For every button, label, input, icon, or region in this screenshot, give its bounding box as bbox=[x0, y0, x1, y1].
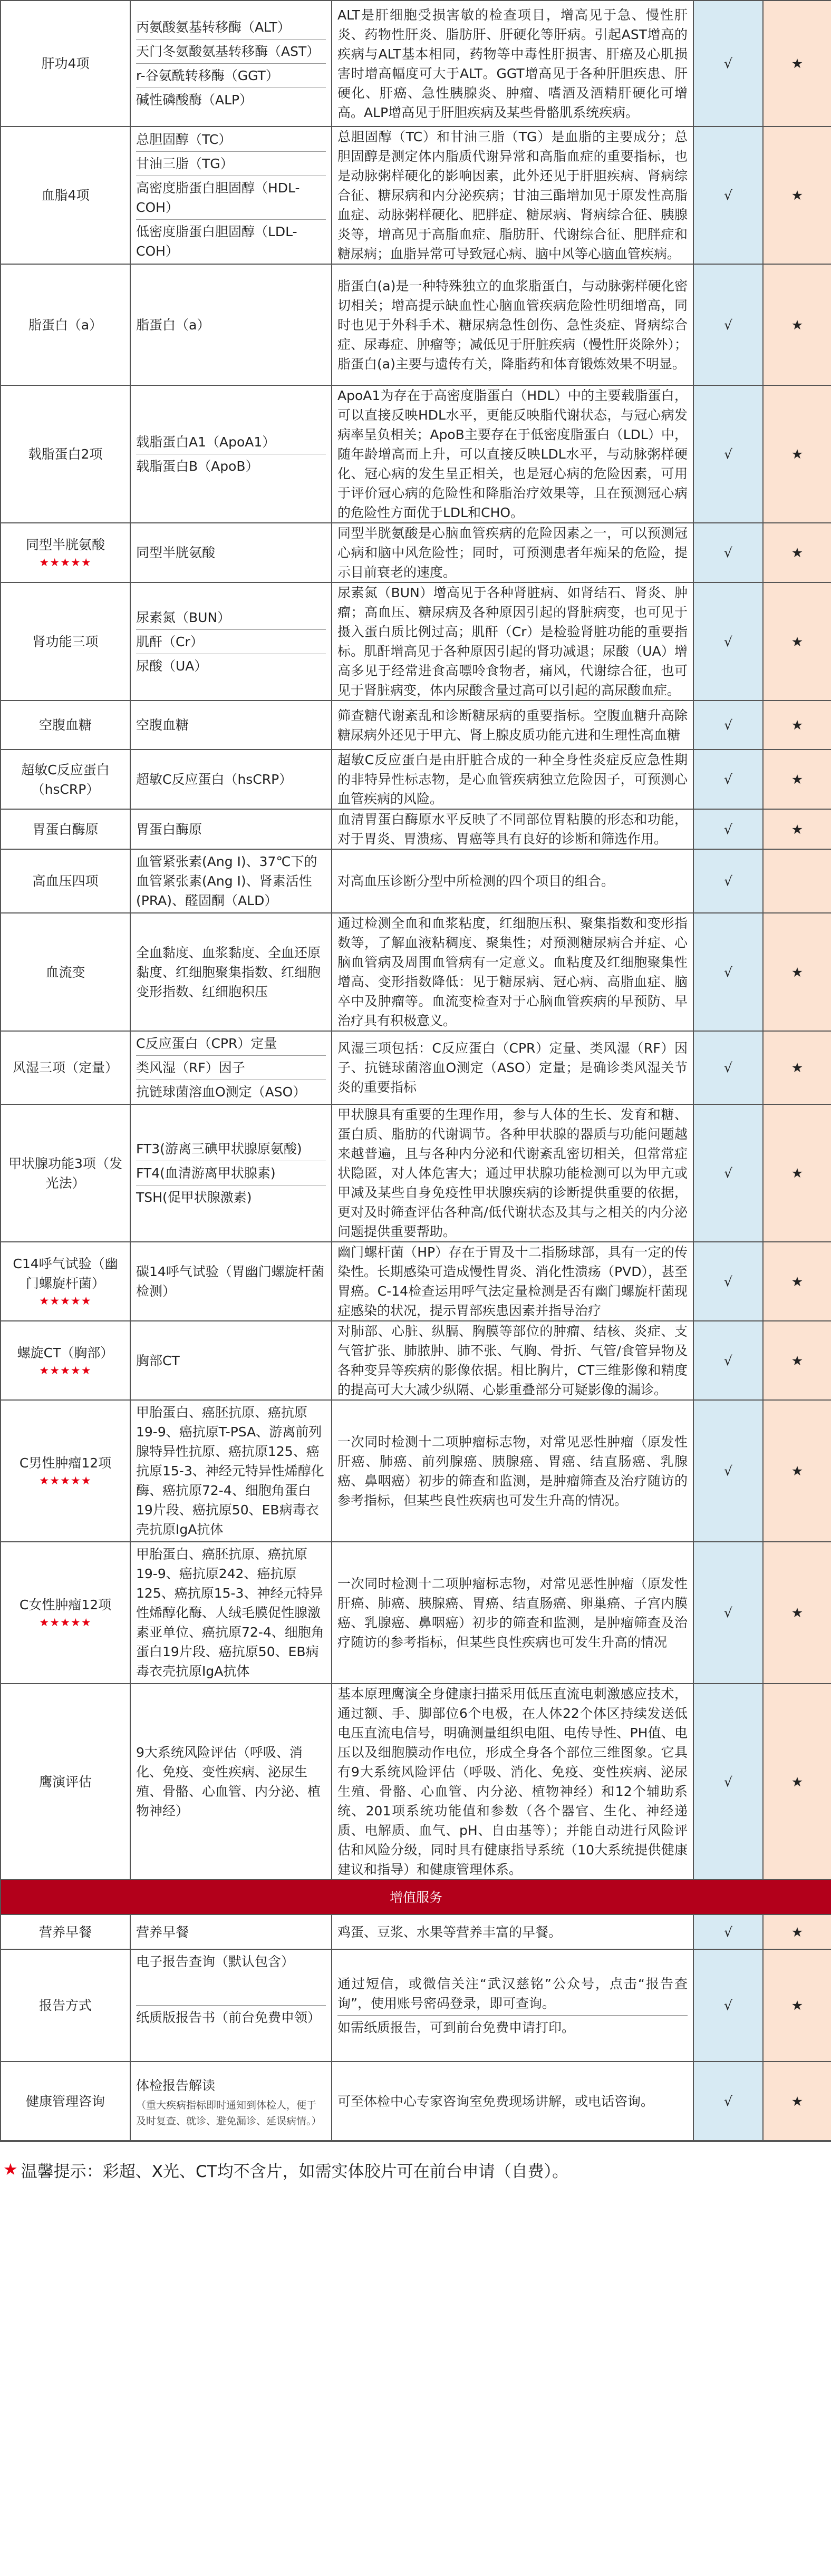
description-cell bbox=[332, 849, 693, 913]
sub-item: 营养早餐 bbox=[136, 1924, 189, 1940]
item-name-cell bbox=[1, 1949, 130, 2062]
description-text: ApoA1为存在于高密度脂蛋白（HDL）中的主要载脂蛋白，可以直接反映HDL水平，更能反映脂代谢状态，与冠心病发病率呈负相关；ApoB主要存在于低密度脂蛋白（LDL）中，随年龄增高而上升，可以直接反映LDL水平，与动脉粥样硬化、冠心病的发生呈正相关，也是冠心病的危险因素，可用于评价冠心病的危险性和降脂治疗效果等，且在预测冠心病的危险性方面优于LDL和CHO。 bbox=[337, 388, 688, 520]
sub-item: C反应蛋白（CPR）定量 bbox=[136, 1036, 277, 1051]
sub-item: 全血黏度、血浆黏度、全血还原黏度、红细胞聚集指数、红细胞变形指数、红细胞积压 bbox=[136, 945, 321, 999]
item-name: 血流变 bbox=[45, 964, 85, 980]
included-check: √ bbox=[693, 385, 763, 523]
description-cell bbox=[332, 1914, 693, 1949]
item-name: 高血压四项 bbox=[32, 873, 99, 889]
description-cell bbox=[332, 1949, 693, 2062]
sub-items-cell bbox=[130, 1, 332, 127]
table-row bbox=[1, 1, 831, 127]
table-row bbox=[1, 1031, 831, 1104]
included-check: √ bbox=[693, 264, 763, 385]
description-cell bbox=[332, 1684, 693, 1880]
description-part: 通过短信，或微信关注“武汉慈铭”公众号，点击“报告查询”，使用账号密码登录，即可查询。 bbox=[337, 1976, 688, 2011]
item-name: 肝功4项 bbox=[41, 56, 90, 71]
table-row bbox=[1, 849, 831, 913]
item-name: 肾功能三项 bbox=[32, 634, 99, 649]
item-name-cell bbox=[1, 1542, 130, 1684]
item-name-cell bbox=[1, 913, 130, 1031]
recommend-star: ★ bbox=[763, 1, 831, 127]
included-check: √ bbox=[693, 701, 763, 750]
description-text: 一次同时检测十二项肿瘤标志物，对常见恶性肿瘤（原发性肝癌、肺癌、前列腺癌、胰腺癌、胃癌、结直肠癌、乳腺癌、鼻咽癌）初步的筛查和监测，是肿瘤筛查及治疗随访的参考指标，但某些良性疾病也可发生升高的情况。 bbox=[337, 1434, 688, 1508]
recommend-star bbox=[763, 849, 831, 913]
sub-item: 超敏C反应蛋白（hsCRP） bbox=[136, 772, 293, 787]
recommend-star: ★ bbox=[763, 1242, 831, 1321]
description-cell bbox=[332, 385, 693, 523]
sub-items-cell bbox=[130, 1949, 332, 2062]
footer-note bbox=[0, 2141, 831, 2197]
description-cell bbox=[332, 1, 693, 127]
description-cell bbox=[332, 913, 693, 1031]
item-name-cell bbox=[1, 385, 130, 523]
sub-items-cell bbox=[130, 1914, 332, 1949]
table-row bbox=[1, 1321, 831, 1400]
sub-item: 载脂蛋白A1（ApoA1） bbox=[136, 434, 276, 450]
description-cell bbox=[332, 2062, 693, 2141]
item-name-cell bbox=[1, 750, 130, 809]
item-name-cell bbox=[1, 127, 130, 264]
description-cell bbox=[332, 701, 693, 750]
description-text: 尿素氮（BUN）增高见于各种肾脏病、如肾结石、肾炎、肿瘤；高血压、糖尿病及各种原因引起的肾脏病变，也可见于摄入蛋白质比例过高；肌酐（Cr）是检验肾脏功能的重要指标。肌酐增高见于各种原因引起的肾功减退；尿酸（UA）增高多见于经常进食高嘌呤食物者，痛风，代谢综合征，也可见于肾脏病变，体内尿酸含量过高可以引起的高尿酸血症。 bbox=[337, 585, 688, 698]
sub-items-cell bbox=[130, 264, 332, 385]
item-name-cell bbox=[1, 1031, 130, 1104]
item-name-cell bbox=[1, 1104, 130, 1242]
item-name: 健康管理咨询 bbox=[25, 2093, 105, 2109]
description-cell bbox=[332, 1400, 693, 1542]
item-name: 鹰演评估 bbox=[38, 1774, 92, 1790]
table-row bbox=[1, 750, 831, 809]
sub-item: 纸质版报告书（前台免费申领） bbox=[136, 2005, 326, 2061]
sub-items-cell bbox=[130, 1104, 332, 1242]
sub-items-cell bbox=[130, 1242, 332, 1321]
rating-stars: ★★★★★ bbox=[39, 1295, 92, 1307]
recommend-star: ★ bbox=[763, 1104, 831, 1242]
recommend-star: ★ bbox=[763, 523, 831, 582]
item-name: C14呼气试验（幽门螺旋杆菌） bbox=[13, 1256, 118, 1291]
sub-item: 抗链球菌溶血O测定（ASO） bbox=[136, 1080, 326, 1104]
table-row bbox=[1, 582, 831, 701]
sub-item: 胸部CT bbox=[136, 1353, 180, 1368]
table-row bbox=[1, 913, 831, 1031]
sub-item: 胃蛋白酶原 bbox=[136, 821, 202, 837]
item-name-cell bbox=[1, 1321, 130, 1400]
rating-stars: ★★★★★ bbox=[39, 1616, 92, 1629]
table-row bbox=[1, 1242, 831, 1321]
section-header-row bbox=[1, 1880, 831, 1914]
included-check: √ bbox=[693, 127, 763, 264]
recommend-star: ★ bbox=[763, 2062, 831, 2141]
item-name-cell bbox=[1, 2062, 130, 2141]
description-text: 鸡蛋、豆浆、水果等营养丰富的早餐。 bbox=[337, 1924, 562, 1940]
sub-items-cell bbox=[130, 1321, 332, 1400]
included-check: √ bbox=[693, 849, 763, 913]
recommend-star: ★ bbox=[763, 1321, 831, 1400]
table-row bbox=[1, 1542, 831, 1684]
table-row bbox=[1, 1684, 831, 1880]
table-row bbox=[1, 523, 831, 582]
description-text: 对高血压诊断分型中所检测的四个项目的组合。 bbox=[337, 873, 615, 889]
item-name-cell bbox=[1, 1242, 130, 1321]
item-name-cell bbox=[1, 809, 130, 849]
sub-item-note: （重大疾病指标即时通知到体检人，便于及时复查、就诊、避免漏诊、延误病情。） bbox=[136, 2099, 322, 2127]
sub-item: 碱性磷酸酶（ALP） bbox=[136, 88, 326, 112]
sub-item: 低密度脂蛋白胆固醇（LDL-COH） bbox=[136, 219, 326, 263]
recommend-star: ★ bbox=[763, 385, 831, 523]
description-text: 幽门螺杆菌（HP）存在于胃及十二指肠球部，具有一定的传染性。长期感染可造成慢性胃炎、消化性溃疡（PVD），甚至胃癌。C-14检查运用呼气法定量检测是否有幽门螺旋杆菌现症感染的状况，提示胃部疾患因素并指导治疗 bbox=[337, 1245, 688, 1318]
description-part: 如需纸质报告，可到前台免费申请打印。 bbox=[337, 2015, 688, 2039]
recommend-star: ★ bbox=[763, 1400, 831, 1542]
included-check: √ bbox=[693, 582, 763, 701]
item-name: 脂蛋白（a） bbox=[28, 317, 103, 333]
item-name: 报告方式 bbox=[38, 1998, 92, 2013]
section-header: 增值服务 bbox=[1, 1880, 831, 1914]
item-name: C男性肿瘤12项 bbox=[19, 1455, 112, 1471]
sub-items-cell bbox=[130, 385, 332, 523]
included-check: √ bbox=[693, 1542, 763, 1684]
recommend-star: ★ bbox=[763, 1914, 831, 1949]
sub-items-cell bbox=[130, 701, 332, 750]
included-check: √ bbox=[693, 1321, 763, 1400]
recommend-star: ★ bbox=[763, 913, 831, 1031]
table-row bbox=[1, 1104, 831, 1242]
sub-item: 丙氨酸氨基转移酶（ALT） bbox=[136, 20, 291, 35]
included-check: √ bbox=[693, 1684, 763, 1880]
description-text: 脂蛋白(a)是一种特殊独立的血浆脂蛋白，与动脉粥样硬化密切相关；增高提示缺血性心脑血管疾病危险性明细增高，同时也见于外科手术、糖尿病急性创伤、急性炎症、肾病综合症、尿毒症、肿瘤等；减低见于肝脏疾病（慢性肝炎除外）；脂蛋白(a)主要与遗传有关，降脂药和体育锻炼效果不明显。 bbox=[337, 278, 688, 372]
included-check: √ bbox=[693, 523, 763, 582]
included-check: √ bbox=[693, 750, 763, 809]
included-check: √ bbox=[693, 1400, 763, 1542]
sub-item: 同型半胱氨酸 bbox=[136, 545, 216, 560]
sub-item: FT4(血清游离甲状腺素) bbox=[136, 1161, 326, 1185]
table-row bbox=[1, 127, 831, 264]
sub-items-cell bbox=[130, 1542, 332, 1684]
recommend-star: ★ bbox=[763, 582, 831, 701]
description-text: 血清胃蛋白酶原水平反映了不同部位胃粘膜的形态和功能，对于胃炎、胃溃疡、胃癌等具有良好的诊断和筛选作用。 bbox=[337, 812, 688, 847]
sub-items-cell bbox=[130, 849, 332, 913]
recommend-star: ★ bbox=[763, 127, 831, 264]
description-cell bbox=[332, 750, 693, 809]
sub-item: TSH(促甲状腺激素) bbox=[136, 1185, 326, 1209]
sub-item: 电子报告查询（默认包含） bbox=[136, 1954, 295, 1969]
description-cell bbox=[332, 264, 693, 385]
sub-items-cell bbox=[130, 1684, 332, 1880]
sub-item: 高密度脂蛋白胆固醇（HDL-COH） bbox=[136, 176, 326, 219]
included-check: √ bbox=[693, 913, 763, 1031]
sub-items-cell bbox=[130, 2062, 332, 2141]
item-name-cell bbox=[1, 1, 130, 127]
sub-item: 尿素氮（BUN） bbox=[136, 609, 231, 625]
description-text: 对肺部、心脏、纵膈、胸膜等部位的肿瘤、结核、炎症、支气管扩张、肺脓肿、肺不张、气胸、骨折、气管/食管异物及各种变异等疾病的影像依据。相比胸片，CT三维影像和精度的提高可大大减少纵隔、心影重叠部分可疑影像的漏诊。 bbox=[337, 1324, 688, 1397]
description-cell bbox=[332, 809, 693, 849]
item-name: 同型半胱氨酸 bbox=[25, 537, 105, 552]
table-row bbox=[1, 1914, 831, 1949]
item-name: 螺旋CT（胸部） bbox=[17, 1345, 114, 1360]
item-name-cell bbox=[1, 582, 130, 701]
recommend-star: ★ bbox=[763, 1684, 831, 1880]
sub-items-cell bbox=[130, 1031, 332, 1104]
description-text: 同型半胱氨酸是心脑血管疾病的危险因素之一，可以预测冠心病和脑中风危险性；同时，可预测患者年痴呆的危险，提示目前衰老的速度。 bbox=[337, 526, 688, 580]
sub-items-cell bbox=[130, 582, 332, 701]
table-row bbox=[1, 385, 831, 523]
item-name-cell bbox=[1, 849, 130, 913]
sub-item: 天门冬氨酸氨基转移酶（AST） bbox=[136, 39, 326, 63]
included-check: √ bbox=[693, 1949, 763, 2062]
sub-item: 体检报告解读 bbox=[136, 2077, 216, 2093]
sub-items-cell bbox=[130, 1400, 332, 1542]
included-check: √ bbox=[693, 1242, 763, 1321]
item-name: 载脂蛋白2项 bbox=[28, 446, 103, 462]
included-check: √ bbox=[693, 2062, 763, 2141]
item-name-cell bbox=[1, 701, 130, 750]
sub-items-cell bbox=[130, 127, 332, 264]
description-cell bbox=[332, 1321, 693, 1400]
description-text: 甲状腺具有重要的生理作用，参与人体的生长、发育和糖、蛋白质、脂肪的代谢调节。各种甲状腺的器质与功能问题越来越普遍，且与各种内分泌和代谢紊乱密切相关，但常常症状隐匿，对人体危害大；通过甲状腺功能检测可以为甲亢或甲减及某些自身免疫性甲状腺疾病的诊断提供重要的依据，更对及时筛查评估各种高/低代谢状态及其与之相关的内分泌问题提供重要帮助。 bbox=[337, 1107, 688, 1239]
rating-stars: ★★★★★ bbox=[39, 1474, 92, 1487]
description-cell bbox=[332, 1542, 693, 1684]
description-text: 一次同时检测十二项肿瘤标志物，对常见恶性肿瘤（原发性肝癌、肺癌、胰腺癌、胃癌、结直肠癌、卵巢癌、子宫内膜癌、乳腺癌、鼻咽癌）初步的筛查和监测，是肿瘤筛查及治疗随访的参考指标，但某些良性疾病也可发生升高的情况 bbox=[337, 1576, 688, 1650]
sub-items-cell bbox=[130, 809, 332, 849]
description-cell bbox=[332, 1104, 693, 1242]
sub-item: 9大系统风险评估（呼吸、消化、免疫、变性疾病、泌尿生殖、骨骼、心血管、内分泌、植物神经） bbox=[136, 1745, 321, 1819]
description-cell bbox=[332, 127, 693, 264]
sub-item: 类风湿（RF）因子 bbox=[136, 1055, 326, 1080]
table-row bbox=[1, 701, 831, 750]
sub-item: FT3(游离三碘甲状腺原氨酸) bbox=[136, 1141, 302, 1156]
sub-item: 甲胎蛋白、癌胚抗原、癌抗原19-9、癌抗原T-PSA、游离前列腺特异性抗原、癌抗原125、癌抗原15-3、神经元特异性烯醇化酶、癌抗原72-4、细胞角蛋白19片段、癌抗原50、EB病毒衣壳抗原IgA抗体 bbox=[136, 1405, 324, 1537]
item-name: 风湿三项（定量） bbox=[12, 1060, 118, 1075]
recommend-star: ★ bbox=[763, 264, 831, 385]
description-cell bbox=[332, 582, 693, 701]
item-name: 超敏C反应蛋白（hsCRP） bbox=[21, 762, 110, 797]
description-text: ALT是肝细胞受损害敏的检查项目，增高见于急、慢性肝炎、药物性肝炎、脂肪肝、肝硬化等肝病。引起AST增高的疾病与ALT基本相同，药物等中毒性肝损害、肝癌及心肌损害时增高幅度可大于ALT。GGT增高见于各种肝胆疾患、肝硬化、肝癌、急性胰腺炎、肿瘤、嗜酒及酒精肝硬化可增高。ALP增高见于肝胆疾病及某些骨骼肌系统疾病。 bbox=[337, 7, 688, 120]
item-name-cell bbox=[1, 1400, 130, 1542]
table-row bbox=[1, 809, 831, 849]
sub-item: 碳14呼气试验（胃幽门螺旋杆菌检测） bbox=[136, 1264, 324, 1299]
sub-item: 尿酸（UA） bbox=[136, 654, 326, 678]
sub-items-cell bbox=[130, 913, 332, 1031]
item-name: C女性肿瘤12项 bbox=[19, 1597, 112, 1612]
sub-item: 总胆固醇（TC） bbox=[136, 132, 232, 147]
sub-item: 肌酐（Cr） bbox=[136, 629, 326, 654]
sub-item: 载脂蛋白B（ApoB） bbox=[136, 454, 326, 478]
sub-items-cell bbox=[130, 750, 332, 809]
included-check: √ bbox=[693, 1, 763, 127]
description-text: 可至体检中心专家咨询室免费现场讲解，或电话咨询。 bbox=[337, 2093, 654, 2109]
footer-text: 温馨提示：彩超、X光、CT均不含片，如需实体胶片可在前台申请（自费）。 bbox=[21, 2162, 569, 2181]
recommend-star: ★ bbox=[763, 701, 831, 750]
table-row bbox=[1, 1400, 831, 1542]
sub-item: 脂蛋白（a） bbox=[136, 317, 210, 333]
item-name-cell bbox=[1, 523, 130, 582]
description-text: 风湿三项包括：C反应蛋白（CPR）定量、类风湿（RF）因子、抗链球菌溶血O测定（ASO）定量；是确诊类风湿关节炎的重要指标 bbox=[337, 1041, 688, 1095]
item-name: 胃蛋白酶原 bbox=[32, 821, 99, 837]
description-text: 基本原理鹰演全身健康扫描采用低压直流电刺激感应技术，通过额、手、脚部位6个电极，在人体22个体区持续发送低电压直流电信号，明确测量组织电阻、电传导性、PH值、电压以及细胞膜动作电位，形成全身各个部位三维图象。它具有9大系统风险评估（呼吸、消化、免疫、变性疾病、泌尿生殖、骨骼、心血管、内分泌、植物神经）和12个辅助系统、201项系统功能值和参数（各个器官、生化、神经递质、电解质、血气、pH、自由基等）；并能自动进行风险评估和风险分级，同时具有健康指导系统（10大系统提供健康建议和指导）和健康管理体系。 bbox=[337, 1686, 688, 1877]
recommend-star: ★ bbox=[763, 1542, 831, 1684]
rating-stars: ★★★★★ bbox=[39, 1364, 92, 1377]
sub-items-cell bbox=[130, 523, 332, 582]
included-check: √ bbox=[693, 1104, 763, 1242]
description-text: 超敏C反应蛋白是由肝脏合成的一种全身性炎症反应急性期的非特异性标志物，是心血管疾病独立危险因子，可预测心血管疾病的风险。 bbox=[337, 752, 688, 806]
table-row bbox=[1, 2062, 831, 2141]
item-name-cell bbox=[1, 1914, 130, 1949]
sub-item: 血管紧张素(Ang Ⅰ)、37℃下的血管紧张素(Ang Ⅰ)、肾素活性(PRA)、醛固酮（ALD） bbox=[136, 854, 317, 908]
sub-item: r-谷氨酰转移酶（GGT） bbox=[136, 63, 326, 88]
table-row bbox=[1, 1949, 831, 2062]
item-name: 空腹血糖 bbox=[38, 717, 92, 733]
recommend-star: ★ bbox=[763, 750, 831, 809]
sub-item: 甘油三脂（TG） bbox=[136, 151, 326, 176]
item-name: 甲状腺功能3项（发光法） bbox=[8, 1155, 122, 1191]
rating-stars: ★★★★★ bbox=[39, 556, 92, 569]
description-text: 筛查糖代谢紊乱和诊断糖尿病的重要指标。空腹血糖升高除糖尿病外还见于甲亢、肾上腺皮质功能亢进和生理性高血糖 bbox=[337, 707, 688, 743]
description-cell bbox=[332, 523, 693, 582]
warning-star-icon: ★ bbox=[3, 2160, 18, 2179]
description-text: 通过检测全血和血浆粘度，红细胞压积、聚集指数和变形指数等，了解血液粘稠度、聚集性；对预测糖尿病合并症、心脑血管病及周围血管病有一定意义。血粘度及红细胞聚集性增高、变形指数降低：见于糖尿病、冠心病、高脂血症、脑卒中及肿瘤等。血流变检查对于心脑血管疾病的早预防、早治疗具有积极意义。 bbox=[337, 916, 688, 1028]
included-check: √ bbox=[693, 1031, 763, 1104]
item-name-cell bbox=[1, 264, 130, 385]
recommend-star: ★ bbox=[763, 809, 831, 849]
item-name: 血脂4项 bbox=[41, 188, 90, 203]
table-row bbox=[1, 264, 831, 385]
item-name: 营养早餐 bbox=[38, 1924, 92, 1940]
included-check: √ bbox=[693, 809, 763, 849]
included-check: √ bbox=[693, 1914, 763, 1949]
sub-item: 空腹血糖 bbox=[136, 717, 189, 733]
description-text: 总胆固醇（TC）和甘油三脂（TG）是血脂的主要成分；总胆固醇是测定体内脂质代谢异常和高脂血症的重要指标，也是动脉粥样硬化的影响因素，此外还见于肝胆疾病、肾病综合征、糖尿病和内分泌疾病；甘油三酯增加见于原发性高脂血症、动脉粥样硬化、肥胖症、糖尿病、肾病综合征、胰腺炎等，增高见于高脂血症、脂肪肝、代谢综合征、肥胖症和糖尿病；血脂异常可导致冠心病、脑中风等心脑血管疾病。 bbox=[337, 129, 688, 261]
recommend-star: ★ bbox=[763, 1031, 831, 1104]
sub-item: 甲胎蛋白、癌胚抗原、癌抗原19-9、癌抗原242、癌抗原125、癌抗原15-3、神经元特异性烯醇化酶、人绒毛膜促性腺激素亚单位、癌抗原72-4、细胞角蛋白19片段、癌抗原50、EB病毒衣壳抗原IgA抗体 bbox=[136, 1547, 324, 1679]
recommend-star: ★ bbox=[763, 1949, 831, 2062]
item-name-cell bbox=[1, 1684, 130, 1880]
description-cell bbox=[332, 1031, 693, 1104]
description-cell bbox=[332, 1242, 693, 1321]
